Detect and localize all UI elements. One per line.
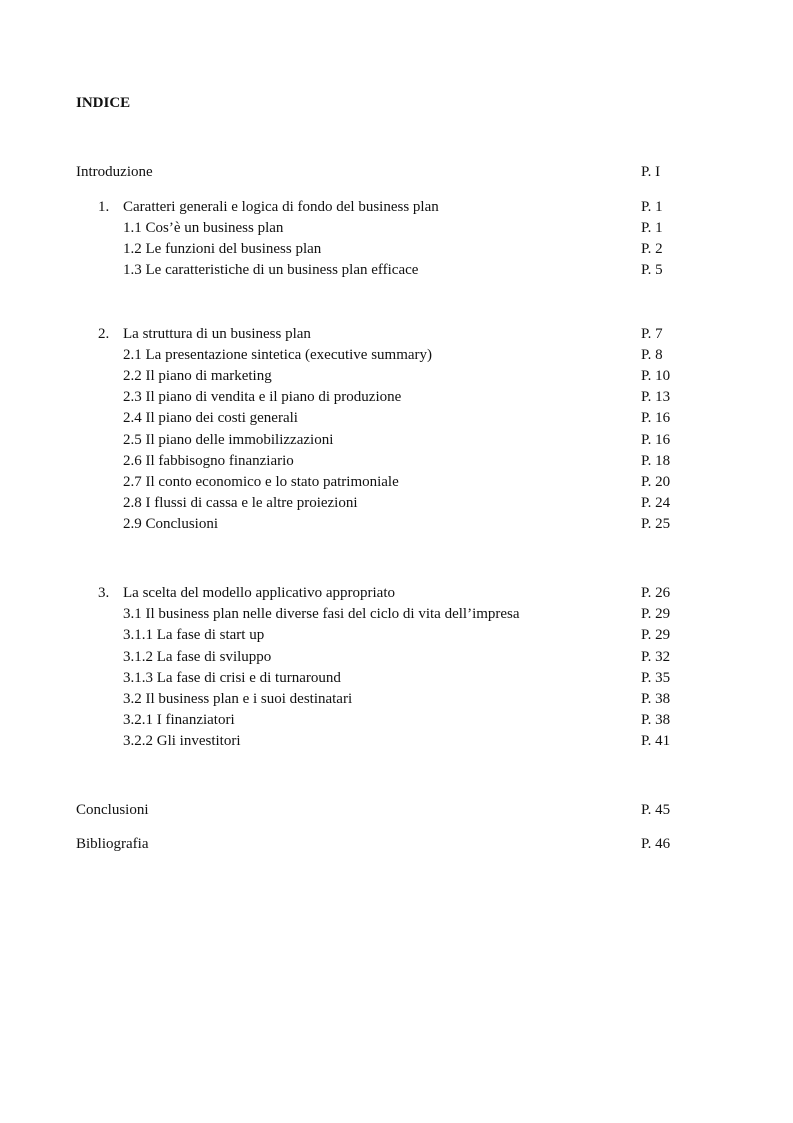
toc-entry xyxy=(0,345,793,366)
toc-entry xyxy=(0,710,793,731)
toc-entry-number: 1. xyxy=(98,199,110,215)
toc-entry xyxy=(0,731,793,752)
toc-entry-title: 2.3 Il piano di vendita e il piano di produzione xyxy=(123,389,402,405)
toc-entry-number: 2. xyxy=(98,326,110,342)
toc-entry-title: 3.1 Il business plan nelle diverse fasi del ciclo di vita dell’impresa xyxy=(123,606,520,622)
toc-entry-page: P. 25 xyxy=(641,516,671,532)
toc-entry xyxy=(0,583,793,604)
toc-entry-title: 3.1.1 La fase di start up xyxy=(123,627,265,643)
toc-entry-page: P. 46 xyxy=(641,836,671,852)
toc-entry-page: P. 8 xyxy=(641,347,663,363)
toc-heading: INDICE xyxy=(76,95,131,111)
toc-entry xyxy=(0,239,793,260)
toc-entry xyxy=(0,162,793,183)
toc-entry-title: 2.5 Il piano delle immobilizzazioni xyxy=(123,432,334,448)
toc-entry-title: Conclusioni xyxy=(76,802,149,818)
toc-entry-title: 2.6 Il fabbisogno finanziario xyxy=(123,453,294,469)
toc-entry xyxy=(0,218,793,239)
toc-entry-title: 3.1.3 La fase di crisi e di turnaround xyxy=(123,670,341,686)
toc-entry xyxy=(0,451,793,472)
toc-entry xyxy=(0,430,793,451)
toc-entry xyxy=(0,689,793,710)
toc-entry-page: P. 24 xyxy=(641,495,671,511)
toc-entry-title: Caratteri generali e logica di fondo del business plan xyxy=(123,199,439,215)
toc-entry xyxy=(0,366,793,387)
toc-entry-page: P. 7 xyxy=(641,326,663,342)
toc-entry xyxy=(0,625,793,646)
toc-entry-page: P. 26 xyxy=(641,585,671,601)
toc-entry-page: P. 29 xyxy=(641,627,671,643)
toc-entry-title: Bibliografia xyxy=(76,836,149,852)
toc-entry-title: 1.3 Le caratteristiche di un business plan efficace xyxy=(123,262,419,278)
toc-entry-title: 1.1 Cos’è un business plan xyxy=(123,220,284,236)
toc-entry xyxy=(0,493,793,514)
toc-entry-title: 1.2 Le funzioni del business plan xyxy=(123,241,322,257)
toc-entry-title: La struttura di un business plan xyxy=(123,326,311,342)
toc-entry xyxy=(0,514,793,535)
toc-entry-page: P. 16 xyxy=(641,410,671,426)
toc-entry xyxy=(0,387,793,408)
toc-entry-page: P. 38 xyxy=(641,691,671,707)
toc-entry-page: P. 20 xyxy=(641,474,671,490)
toc-entry-page: P. 10 xyxy=(641,368,671,384)
toc-entry-page: P. 41 xyxy=(641,733,671,749)
toc-entry-page: P. 1 xyxy=(641,199,663,215)
toc-entry-page: P. I xyxy=(641,164,661,180)
toc-entry-title: 3.1.2 La fase di sviluppo xyxy=(123,649,272,665)
toc-entry xyxy=(0,834,793,855)
toc-entry-page: P. 2 xyxy=(641,241,663,257)
toc-entry-page: P. 16 xyxy=(641,432,671,448)
toc-entry-page: P. 18 xyxy=(641,453,671,469)
toc-entry xyxy=(0,647,793,668)
toc-entry xyxy=(0,800,793,821)
toc-entry-title: 2.2 Il piano di marketing xyxy=(123,368,272,384)
toc-entry-page: P. 5 xyxy=(641,262,663,278)
toc-entry-title: La scelta del modello applicativo appropriato xyxy=(123,585,395,601)
toc-entry-page: P. 45 xyxy=(641,802,671,818)
toc-entry xyxy=(0,408,793,429)
toc-entry-page: P. 35 xyxy=(641,670,671,686)
toc-entry-page: P. 1 xyxy=(641,220,663,236)
toc-entry-title: 3.2 Il business plan e i suoi destinatari xyxy=(123,691,353,707)
toc-entry xyxy=(0,472,793,493)
toc-entry-title: 3.2.1 I finanziatori xyxy=(123,712,235,728)
toc-entry xyxy=(0,604,793,625)
toc-entry xyxy=(0,324,793,345)
toc-entry-page: P. 38 xyxy=(641,712,671,728)
toc-entry-title: 2.1 La presentazione sintetica (executive summary) xyxy=(123,347,433,363)
toc-entry xyxy=(0,668,793,689)
toc-entry-page: P. 32 xyxy=(641,649,671,665)
toc-entry-title: 3.2.2 Gli investitori xyxy=(123,733,241,749)
toc-entry xyxy=(0,197,793,218)
toc-entry-page: P. 29 xyxy=(641,606,671,622)
toc-entry-number: 3. xyxy=(98,585,110,601)
toc-entry-title: Introduzione xyxy=(76,164,153,180)
toc-entry-title: 2.9 Conclusioni xyxy=(123,516,219,532)
toc-entry-title: 2.4 Il piano dei costi generali xyxy=(123,410,298,426)
toc-entry-page: P. 13 xyxy=(641,389,671,405)
toc-entry-title: 2.7 Il conto economico e lo stato patrimoniale xyxy=(123,474,399,490)
toc-entry-title: 2.8 I flussi di cassa e le altre proiezioni xyxy=(123,495,358,511)
toc-entry xyxy=(0,260,793,281)
